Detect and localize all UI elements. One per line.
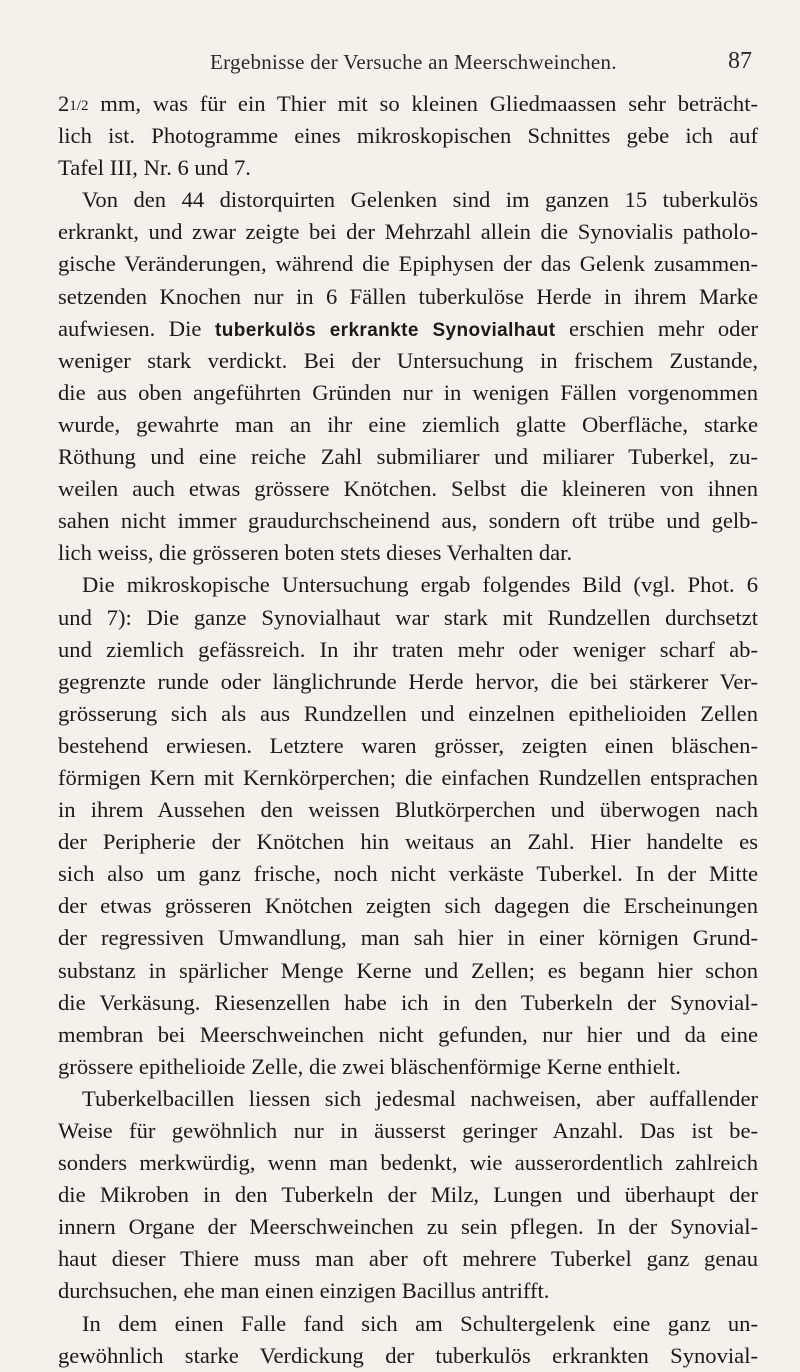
text-line: der Peripherie der Knötchen hin weitaus an Zahl. Hier handelte es bbox=[58, 829, 758, 855]
fraction: 1/2 bbox=[69, 98, 89, 114]
running-head bbox=[60, 48, 752, 76]
paragraph-start-line: Von den 44 distorquirten Gelenken sind im ganzen 15 tuberkulös bbox=[82, 187, 758, 213]
text-line: die aus oben angeführten Gründen nur in wenigen Fällen vorgenommen bbox=[58, 379, 758, 405]
text-line: förmigen Kern mit Kernkörperchen; die einfachen Rundzellen entsprachen bbox=[58, 764, 758, 790]
paragraph-start-line: Tuberkelbacillen liessen sich jedesmal nachweisen, aber auffallender bbox=[82, 1085, 758, 1111]
text-line: weilen auch etwas grössere Knötchen. Selbst die kleineren von ihnen bbox=[58, 476, 758, 502]
text-line: sonders merkwürdig, wenn man bedenkt, wie ausserordentlich zahlreich bbox=[58, 1150, 758, 1176]
text-line: innern Organe der Meerschweinchen zu sein pflegen. In der Synovial- bbox=[58, 1214, 758, 1240]
text-line: Weise für gewöhnlich nur in äusserst geringer Anzahl. Das ist be- bbox=[58, 1118, 758, 1143]
running-title: Ergebnisse der Versuche an Meerschweinchen. bbox=[210, 50, 617, 74]
text-line: durchsuchen, ehe man einen einzigen Bacillus antrifft. bbox=[58, 1278, 550, 1304]
text-line: weniger stark verdickt. Bei der Untersuchung in frischem Zustande, bbox=[58, 347, 758, 373]
text-line: und 7): Die ganze Synovialhaut war stark mit Rundzellen durchsetzt bbox=[58, 604, 758, 630]
text-line: grössere epithelioide Zelle, die zwei bläschenförmige Kerne enthielt. bbox=[58, 1053, 681, 1079]
text-line: 21/2 mm, was für ein Thier mit so kleinen Gliedmaassen sehr beträcht- bbox=[58, 91, 758, 116]
text-line: haut dieser Thiere muss man aber oft mehrere Tuberkel ganz genau bbox=[58, 1246, 758, 1272]
text-line: gische Veränderungen, während die Epiphysen der das Gelenk zusammen- bbox=[58, 251, 758, 277]
text-line: in ihrem Aussehen den weissen Blutkörperchen und überwogen nach bbox=[58, 797, 758, 823]
paragraph-start-line: In dem einen Falle fand sich am Schultergelenk eine ganz un- bbox=[82, 1310, 758, 1336]
text-line: Tafel III, Nr. 6 und 7. bbox=[58, 155, 251, 181]
paragraph-start-line: Die mikroskopische Untersuchung ergab folgendes Bild (vgl. Phot. 6 bbox=[82, 572, 758, 598]
text-line: erkrankt, und zwar zeigte bei der Mehrzahl allein die Synovialis patholo- bbox=[58, 219, 758, 245]
body-text bbox=[58, 88, 758, 1372]
text-line: der regressiven Umwandlung, man sah hier in einer körnigen Grund- bbox=[58, 925, 758, 951]
text-line: lich weiss, die grösseren boten stets dieses Verhalten dar. bbox=[58, 540, 573, 566]
text-line: die Mikroben in den Tuberkeln der Milz, Lungen und überhaupt der bbox=[58, 1182, 758, 1208]
text-line: aufwiesen. Die tuberkulös erkrankte Synovialhaut erschien mehr oder bbox=[58, 315, 759, 341]
text-line: substanz in spärlicher Menge Kerne und Zellen; es begann hier schon bbox=[58, 957, 758, 983]
text-line: wurde, gewahrte man an ihr eine ziemlich glatte Oberfläche, starke bbox=[58, 411, 758, 437]
text-line: sahen nicht immer graudurchscheinend aus, sondern oft trübe und gelb- bbox=[58, 508, 758, 534]
emphasized-term: tuberkulös erkrankte Synovialhaut bbox=[214, 319, 556, 341]
page-number: 87 bbox=[728, 48, 752, 74]
text-line: gewöhnlich starke Verdickung der tuberkulös erkrankten Synovial- bbox=[58, 1342, 758, 1368]
text-line: Röthung und eine reiche Zahl submiliarer und miliarer Tuberkel, zu- bbox=[58, 444, 758, 470]
text-line: sich also um ganz frische, noch nicht verkäste Tuberkel. In der Mitte bbox=[58, 861, 758, 887]
text-line: gegrenzte runde oder länglichrunde Herde hervor, die bei stärkerer Ver- bbox=[58, 668, 758, 694]
text-line: und ziemlich gefässreich. In ihr traten mehr oder weniger scharf ab- bbox=[58, 636, 758, 662]
text-line: lich ist. Photogramme eines mikroskopischen Schnittes gebe ich auf bbox=[58, 123, 758, 149]
text-line: bestehend erwiesen. Letztere waren grösser, zeigten einen bläschen- bbox=[58, 732, 758, 758]
text-line: setzenden Knochen nur in 6 Fällen tuberkulöse Herde in ihrem Marke bbox=[58, 283, 758, 309]
text-line: die Verkäsung. Riesenzellen habe ich in den Tuberkeln der Synovial- bbox=[58, 989, 758, 1015]
text-line: membran bei Meerschweinchen nicht gefunden, nur hier und da eine bbox=[58, 1021, 758, 1047]
text-line: der etwas grösseren Knötchen zeigten sich dagegen die Erscheinungen bbox=[58, 893, 758, 919]
text-line: grösserung sich als aus Rundzellen und einzelnen epithelioiden Zellen bbox=[58, 700, 758, 726]
